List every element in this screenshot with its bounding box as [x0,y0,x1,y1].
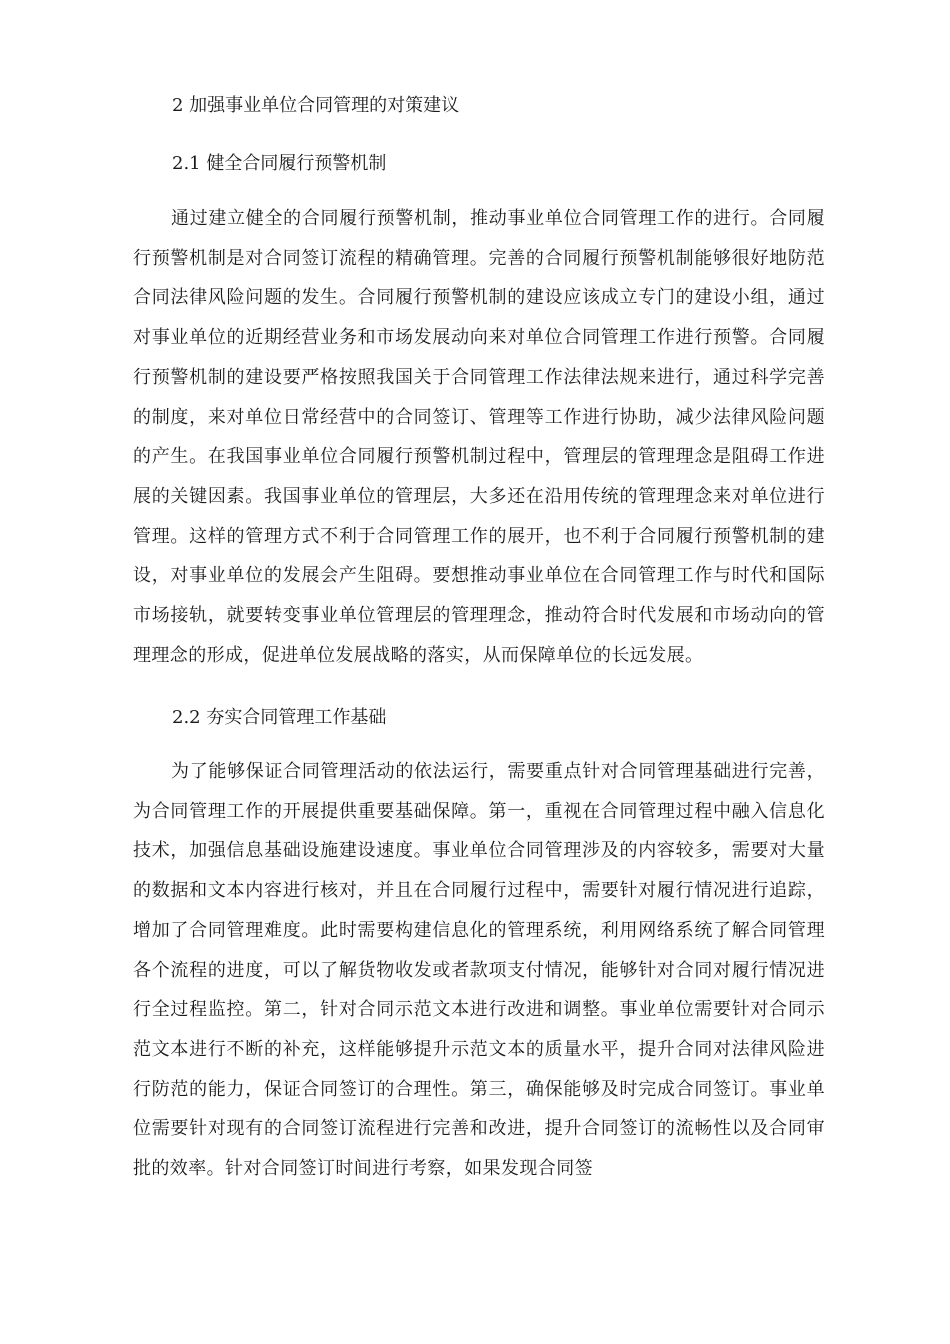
subsection-heading-2-1: 2.1 健全合同履行预警机制 [172,153,387,174]
paragraph-early-warning: 通过建立健全的合同履行预警机制，推动事业单位合同管理工作的进行。合同履行预警机制是对合同签订流程的精确管理。完善的合同履行预警机制能够很好地防范合同法律风险问题的发生。合同履行预警机制的建设应该成立专门的建设小组，通过对事业单位的近期经营业务和市场发展动向来对单位合同管理工作进行预警。合同履行预警机制的建设要严格按照我国关于合同管理工作法律法规来进行，通过科学完善的制度，来对单位日常经营中的合同签订、管理等工作进行协助，减少法律风险问题的产生。在我国事业单位合同履行预警机制过程中，管理层的管理理念是阻碍工作进展的关键因素。我国事业单位的管理层，大多还在沿用传统的管理理念来对单位进行管理。这样的管理方式不利于合同管理工作的展开，也不利于合同履行预警机制的建设，对事业单位的发展会产生阻碍。要想推动事业单位在合同管理工作与时代和国际市场接轨，就要转变事业单位管理层的管理理念，推动符合时代发展和市场动向的管理理念的形成，促进单位发展战略的落实，从而保障单位的长远发展。 [133,208,825,666]
paragraph-management-foundation: 为了能够保证合同管理活动的依法运行，需要重点针对合同管理基础进行完善，为合同管理工作的开展提供重要基础保障。第一，重视在合同管理过程中融入信息化技术，加强信息基础设施建设速度。事业单位合同管理涉及的内容较多，需要对大量的数据和文本内容进行核对，并且在合同履行过程中，需要针对履行情况进行追踪，增加了合同管理难度。此时需要构建信息化的管理系统，利用网络系统了解合同管理各个流程的进度，可以了解货物收发或者款项支付情况，能够针对合同对履行情况进行全过程监控。第二，针对合同示范文本进行改进和调整。事业单位需要针对合同示范文本进行不断的补充，这样能够提升示范文本的质量水平，提升合同对法律风险进行防范的能力，保证合同签订的合理性。第三，确保能够及时完成合同签订。事业单位需要针对现有的合同签订流程进行完善和改进，提升合同签订的流畅性以及合同审批的效率。针对合同签订时间进行考察，如果发现合同签 [133,761,825,1180]
section-heading: 2 加强事业单位合同管理的对策建议 [172,95,460,116]
subsection-heading-2-2: 2.2 夯实合同管理工作基础 [172,707,387,728]
